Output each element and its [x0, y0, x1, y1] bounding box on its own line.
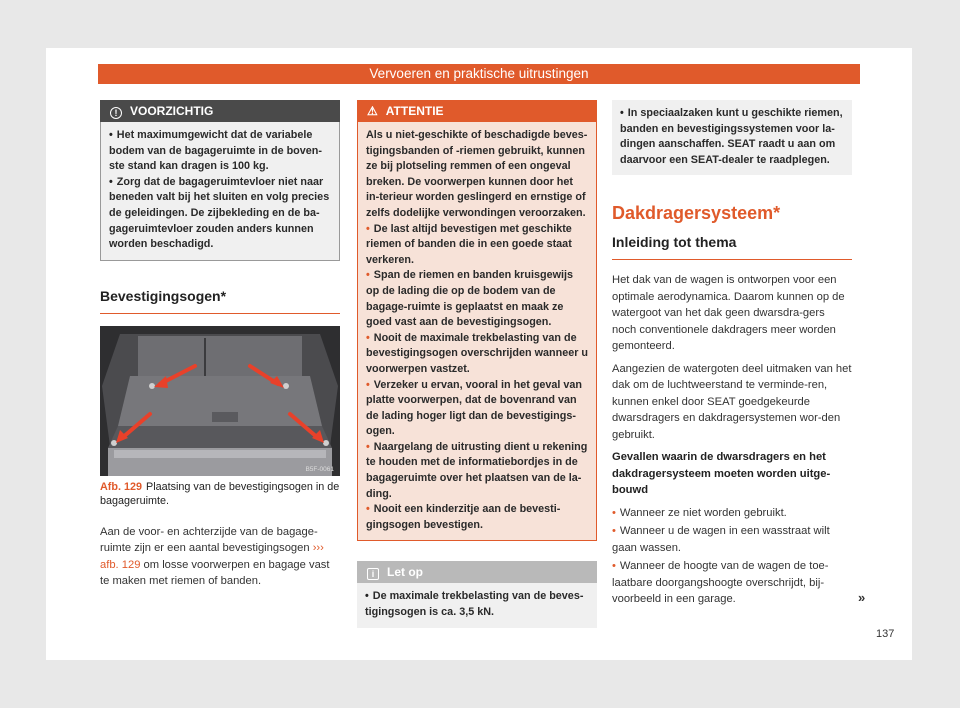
- section-subtitle: Inleiding tot thema: [612, 234, 852, 260]
- note-title: Let op: [387, 565, 423, 580]
- attention-item: • Verzeker u ervan, vooral in het geval van platte voorwerpen, dat de bovenrand van de lading hoger ligt dan de bevestigings-ogen.: [366, 378, 588, 440]
- attention-item: • De last altijd bevestigen met geschikte riemen of banden die in een goede staat verkeren.: [366, 222, 588, 269]
- attention-item: • Naargelang de uitrusting dient u rekening te houden met de informatiebordjes in de bagageruimte over het plaatsen van de la-ding.: [366, 440, 588, 502]
- attention-item: • Span de riemen en banden kruisgewijs op de lading die op de bodem van de bagage-ruimte is geplaatst en maak ze goed vast aan de bevestigingsogen.: [366, 268, 588, 330]
- column-1: [100, 100, 340, 596]
- trunk-illustration: [100, 326, 340, 476]
- figure-reference-link[interactable]: ››› afb. 129: [100, 542, 324, 571]
- list-item: • Wanneer ze niet worden gebruikt.: [612, 505, 852, 522]
- list-item: • Wanneer u de wagen in een wasstraat wilt gaan wassen.: [612, 523, 852, 556]
- attention-item: • Nooit de maximale trekbelasting van de bevestigingsogen overschrijden wanneer u voorwerpen vastzet.: [366, 331, 588, 378]
- anchor-point: [323, 440, 329, 446]
- body-paragraph: [100, 524, 340, 590]
- body-paragraph: Het dak van de wagen is ontworpen voor een optimale aerodynamica. Daarom kunnen op de watergoot van het dak geen dwarsdra-gers noch conventionele dakdragers meer worden gemonteerd.: [612, 274, 845, 353]
- anchor-point: [149, 383, 155, 389]
- caution-item: • Zorg dat de bagageruimtevloer niet naar beneden valt bij het sluiten en volg precies de geleidingen. De zijbekleding en de ba-gageruimtevloer zouden anders kunnen worden beschadigd.: [109, 175, 331, 253]
- note-item: • In speciaalzaken kunt u geschikte riemen, banden en bevestigingssystemen voor la-dingen aanschaffen. SEAT raadt u aan om daarvoor een SEAT-dealer te raadplegen.: [620, 106, 844, 168]
- caution-title: VOORZICHTIG: [130, 104, 214, 118]
- attention-title: ATTENTIE: [385, 104, 444, 118]
- caption-label: Afb. 129: [100, 480, 143, 493]
- note-box: [357, 583, 597, 627]
- caption-text: Plaatsing van de bevestigingsogen in de bagageruimte.: [100, 480, 340, 507]
- figure-caption: [100, 480, 340, 508]
- caution-item: • Het maximumgewicht dat de variabele bodem van de bagageruimte in de boven-ste stand kan dragen is 100 kg.: [109, 128, 331, 175]
- note-box-continued: [612, 100, 852, 175]
- body-paragraph: Aangezien de watergoten deel uitmaken van het dak om de luchtweerstand te verminde-ren, kunnen enkel door SEAT goedgekeurde dwarsdragers en dakdragersystemen wor-den gebruikt.: [612, 362, 852, 441]
- section-title: Bevestigingsogen*: [100, 288, 340, 314]
- anchor-point: [283, 383, 289, 389]
- body-text: om losse voorwerpen en bagage vast te maken met riemen of banden.: [100, 558, 330, 588]
- caution-box-header: [100, 100, 340, 122]
- anchor-point: [111, 440, 117, 446]
- subheading: Gevallen waarin de dwarsdragers en het dakdragersysteem moeten worden uitge-bouwd: [612, 451, 831, 497]
- list-item: • Wanneer de hoogte van de wagen de toe-laatbare doorgangshoogte overschrijdt, bij-voorbeeld in een garage.: [612, 558, 852, 608]
- attention-intro: Als u niet-geschikte of beschadigde beves-tigingsbanden of -riemen gebruikt, kunnen ze bij plotseling remmen of een ongeval breken. De voorwerpen kunnen door het in-terieur worden geslingerd en ernstige of zelfs dodelijke verwondingen veroorzaken.: [366, 129, 588, 219]
- attention-item: • Nooit een kinderzitje aan de bevesti-gingsogen bevestigen.: [366, 502, 588, 533]
- page-number: 137: [876, 628, 895, 640]
- trunk-figure: [100, 326, 340, 476]
- caution-box: [100, 122, 340, 261]
- figure-code: B5F-0061: [305, 465, 334, 473]
- info-circle-icon: !: [110, 107, 122, 119]
- attention-box: [357, 122, 597, 541]
- continue-marker: »: [858, 590, 866, 605]
- attention-box-header: [357, 100, 597, 122]
- body-text-block: [612, 272, 852, 608]
- chapter-header: Vervoeren en praktische uitrustingen: [98, 64, 860, 84]
- note-item: • De maximale trekbelasting van de beves-tigingsogen is ca. 3,5 kN.: [365, 589, 589, 620]
- column-2: [357, 100, 597, 628]
- body-text: Aan de voor- en achterzijde van de bagage-ruimte zijn er een aantal bevestigingsogen: [100, 525, 318, 555]
- note-icon: i: [367, 568, 379, 580]
- chapter-title: Dakdragersysteem*: [612, 203, 781, 224]
- column-3: [612, 100, 852, 610]
- warning-triangle-icon: ⚠: [367, 104, 378, 118]
- note-box-header: [357, 561, 597, 583]
